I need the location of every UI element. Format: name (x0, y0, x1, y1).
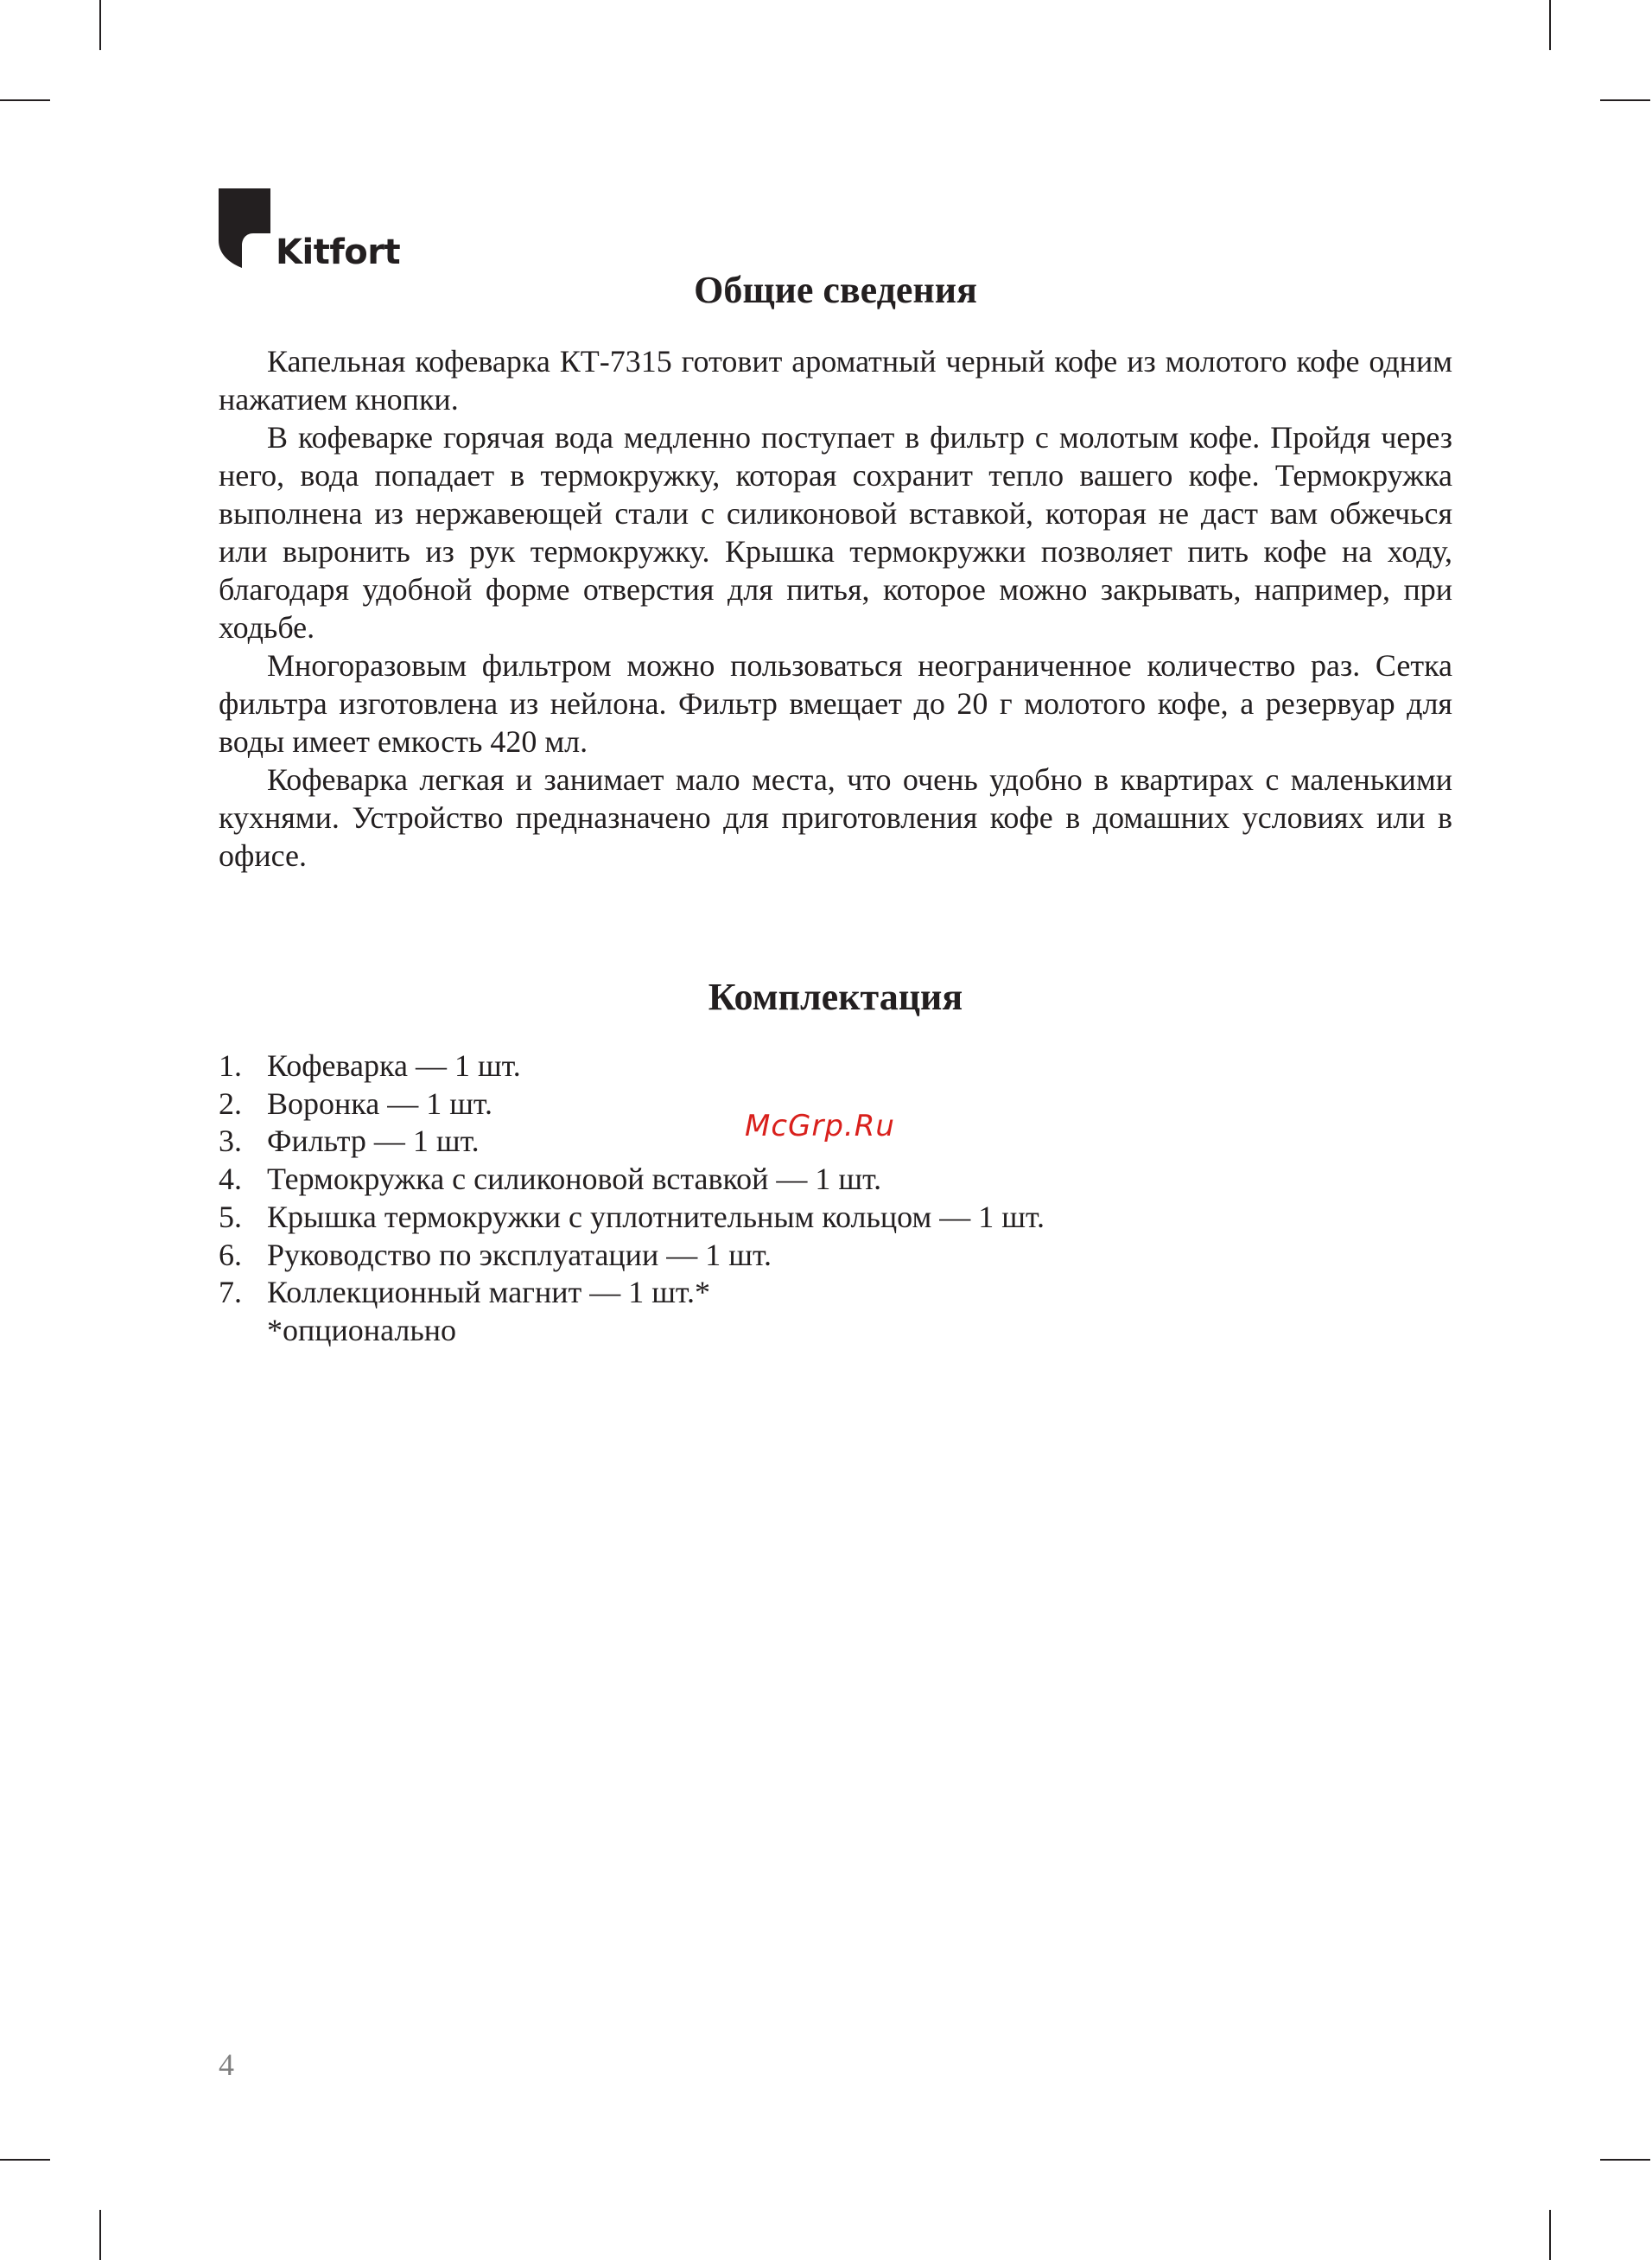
list-item (219, 1161, 1452, 1199)
list-item-text: Кофеварка — 1 шт. (267, 1048, 521, 1083)
kit-section-title: Комплектация (708, 976, 963, 1018)
crop-mark-top-right-h (1600, 99, 1650, 101)
list-item-number: 3. (219, 1124, 242, 1159)
section-spacer (219, 875, 1452, 966)
crop-mark-bottom-left (99, 2210, 101, 2260)
list-item (219, 1237, 1452, 1275)
list-item-text: Термокружка с силиконовой вставкой — 1 шт. (267, 1162, 882, 1197)
watermark-link[interactable]: McGrp.Ru (745, 1109, 895, 1143)
kit-list (219, 1047, 1452, 1312)
list-item-number: 5. (219, 1199, 242, 1234)
list-item-number: 2. (219, 1085, 242, 1121)
crop-mark-top-left-h (0, 99, 50, 101)
paragraph: Кофеварка легкая и занимает мало места, что очень удобно в квартирах с маленькими кухнями. Устройство предназначено для приготовления кофе в домашних условиях или в офисе. (219, 762, 1452, 873)
list-item-text: Воронка — 1 шт. (267, 1085, 492, 1121)
list-item-text: Руководство по эксплуатации — 1 шт. (267, 1237, 772, 1272)
list-item (219, 1274, 1452, 1312)
crop-mark-top-left (99, 0, 101, 50)
general-section-title: Общие сведения (694, 269, 977, 311)
list-item (219, 1199, 1452, 1237)
page-number: 4 (219, 2047, 234, 2082)
kitfort-logo-icon (219, 188, 270, 268)
brand-logo (219, 188, 401, 272)
general-section-body (219, 342, 1452, 875)
crop-mark-top-right (1549, 0, 1551, 50)
list-item-text: Фильтр — 1 шт. (267, 1124, 480, 1159)
list-item-text: Коллекционный магнит — 1 шт.* (267, 1275, 710, 1310)
list-item (219, 1047, 1452, 1085)
crop-mark-bottom-right (1549, 2210, 1551, 2260)
list-item-number: 6. (219, 1237, 242, 1272)
crop-mark-bottom-left-h (0, 2159, 50, 2161)
paragraph: Многоразовым фильтром можно пользоваться неограниченное количество раз. Сетка фильтра изготовлена из нейлона. Фильтр вмещает до 20 г молотого кофе, а резервуар для воды имеет емкость 420 мл. (219, 648, 1452, 759)
list-item-number: 4. (219, 1162, 242, 1197)
crop-mark-bottom-right-h (1600, 2159, 1650, 2161)
brand-name: Kitfort (276, 232, 401, 272)
list-item-number: 7. (219, 1275, 242, 1310)
list-item-text: Крышка термокружки с уплотнительным кольцом — 1 шт. (267, 1199, 1045, 1234)
paragraph: Капельная кофеварка КТ-7315 готовит ароматный черный кофе из молотого кофе одним нажатием кнопки. (219, 344, 1452, 417)
page-content (219, 259, 1452, 1350)
paragraph: В кофеварке горячая вода медленно поступает в фильтр с молотым кофе. Пройдя через него, вода попадает в термокружку, которая сохранит тепло вашего кофе. Термокружка выполнена из нержавеющей стали с силиконовой вставкой, которая не даст вам обжечься или выронить из рук термокружку. Крышка термокружки позволяет пить кофе на ходу, благодаря удобной форме отверстия для питья, которое можно закрывать, например, при ходьбе. (219, 420, 1452, 645)
kit-footnote: *опционально (267, 1312, 457, 1347)
list-item-number: 1. (219, 1048, 242, 1083)
